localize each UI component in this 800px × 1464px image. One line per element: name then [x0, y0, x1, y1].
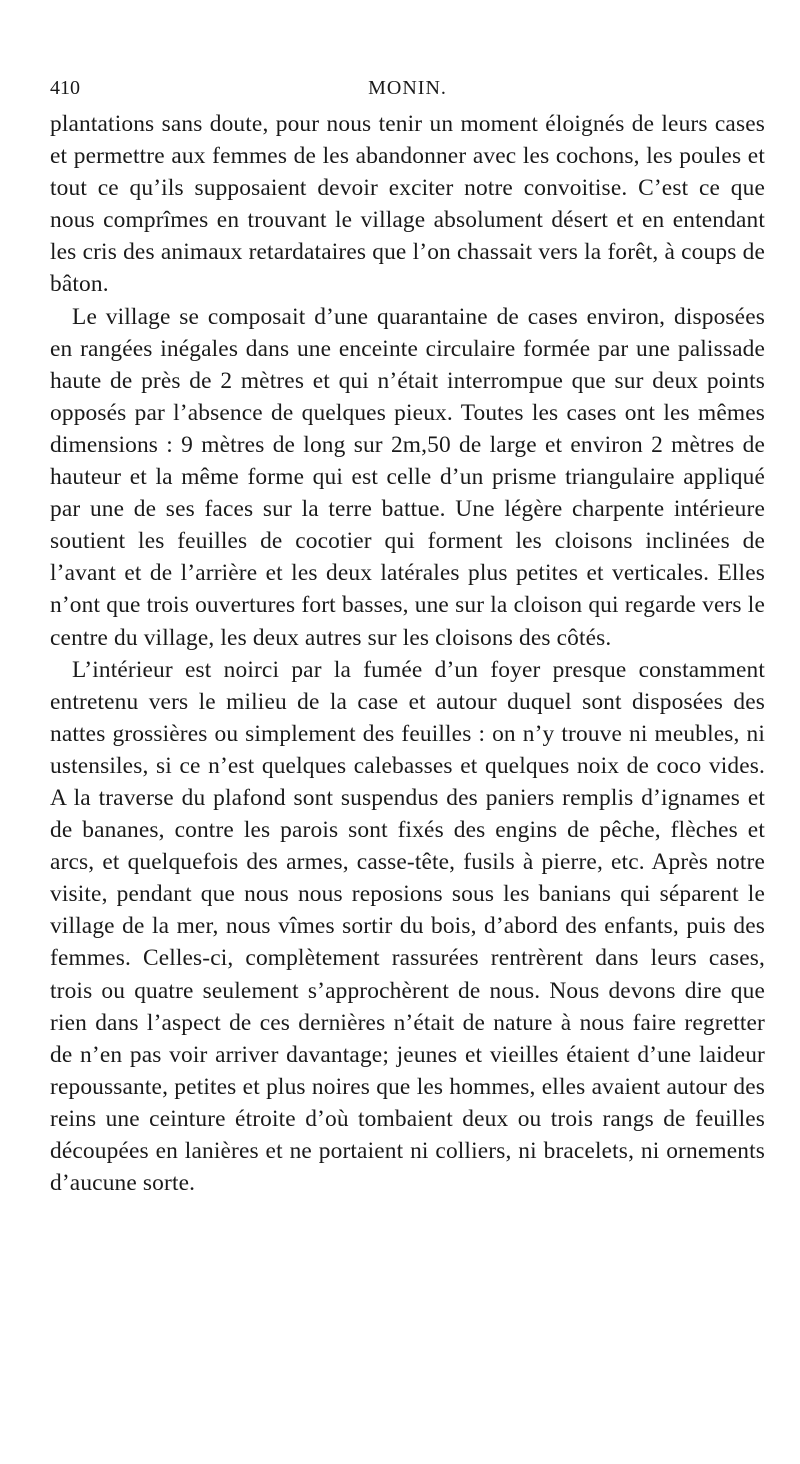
- paragraph-interior-description: L’intérieur est noirci par la fumée d’un foyer presque constamment entretenu vers le milieu de la case et autour duquel sont disposées des nattes grossières ou simplement des feuilles : on n’y trouve ni meubles, ni ustensiles, si ce n’est quelques calebasses et quelques noix de coco vides. A la traverse du plafond sont suspendus des paniers remplis d’ignames et de bananes, contre les parois sont fixés des engins de pêche, flèches et arcs, et quelquefois des armes, casse-tête, fusils à pierre, etc. Après notre visite, pendant que nous nous reposions sous les banians qui séparent le village de la mer, nous vîmes sortir du bois, d’abord des enfants, puis des femmes. Celles-ci, complètement rassurées rentrèrent dans leurs cases, trois ou quatre seulement s’approchèrent de nous. Nous devons dire que rien dans l’aspect de ces dernières n’était de nature à nous faire regretter de n’en pas voir arriver davantage; jeunes et vieilles étaient d’une laideur repoussante, petites et plus noires que les hommes, elles avaient autour des reins une ceinture étroite d’où tombaient deux ou trois rangs de feuilles découpées en lanières et ne portaient ni colliers, ni bracelets, ni ornements d’aucune sorte.: [50, 656, 765, 1197]
- body-text: [50, 108, 765, 1199]
- paragraph-continuation: plantations sans doute, pour nous tenir un moment éloignés de leurs cases et permettre aux femmes de les abandonner avec les cochons, les poules et tout ce qu’ils supposaient devoir exciter notre convoitise. C’est ce que nous comprîmes en trouvant le village absolument désert et en entendant les cris des animaux retardataires que l’on chassait vers la forêt, à coups de bâton.: [50, 111, 765, 298]
- running-title: MONIN.: [368, 77, 447, 99]
- running-head: [50, 76, 765, 100]
- paragraph-village-description: Le village se composait d’une quarantaine de cases environ, disposées en rangées inégales dans une enceinte circulaire formée par une palissade haute de près de 2 mètres et qui n’était interrompue que sur deux points opposés par l’absence de quelques pieux. Toutes les cases ont les mêmes dimensions : 9 mètres de long sur 2m,50 de large et environ 2 mètres de hauteur et la même forme qui est celle d’un prisme triangulaire appliqué par une de ses faces sur la terre battue. Une légère charpente intérieure soutient les feuilles de cocotier qui forment les cloisons inclinées de l’avant et de l’arrière et les deux latérales plus petites et verticales. Elles n’ont que trois ouvertures fort basses, une sur la cloison qui regarde vers le centre du village, les deux autres sur les cloisons des côtés.: [50, 303, 765, 651]
- page-number: 410: [50, 77, 80, 99]
